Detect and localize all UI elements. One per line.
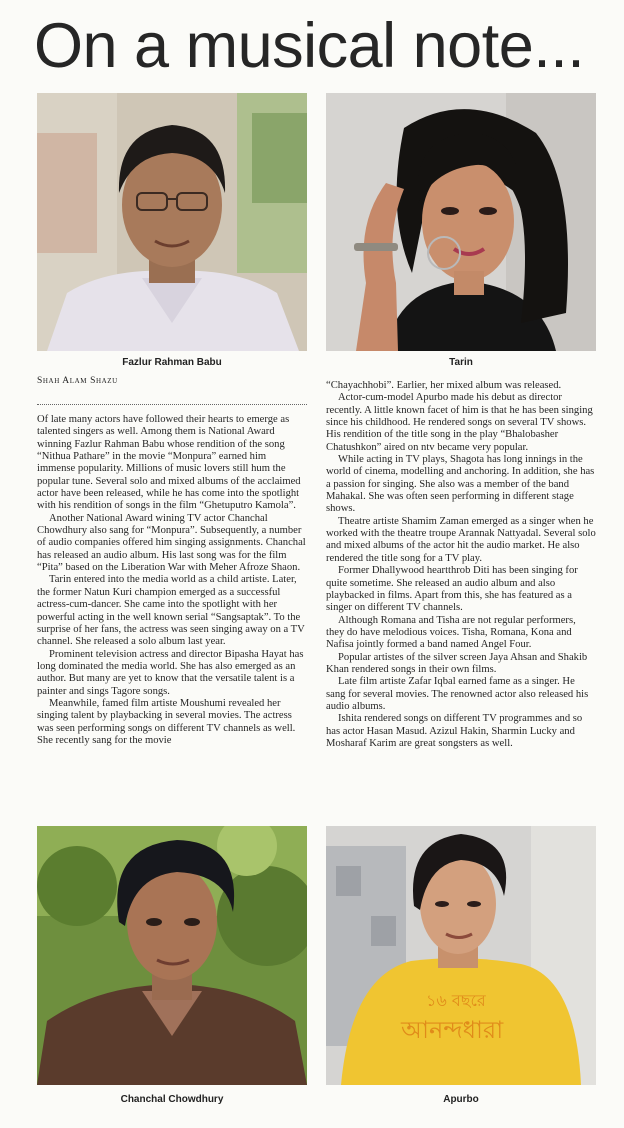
article-paragraph: Of late many actors have followed their hearts to emerge as talented singers as well. Among them is National Award winning Fazlur Rahman Babu whose rendition of the song “Nithua Pathare” in the movie “Monpura” earned him immense popularity. Millions of music lovers still hum the popular tune. Several solo and mixed albums of the acclaimed actor have been released, while he has come into the spotlight with his rendition of songs in the film “Ghetuputro Kamola”.: [37, 414, 301, 512]
photo-apurbo: [326, 826, 596, 1085]
article-paragraph: “Chayachhobi”. Earlier, her mixed album was released.: [326, 380, 562, 391]
article-column-left: [37, 414, 307, 747]
article-column-right: [326, 380, 596, 750]
article-paragraph: Another National Award wining TV actor Chanchal Chowdhury also sang for “Monpura”. Subsequently, a number of audio companies offered him singing assignments. Chanchal has released an audio album. His last song was for the film “Pita” based on the Liberation War with Meher Afroze Shaon.: [37, 512, 306, 574]
photo-chanchal-chowdhury: [37, 826, 307, 1085]
tshirt-print-line1: ১৬ বছরে: [426, 991, 486, 1010]
article-paragraph: Prominent television actress and director Bipasha Hayat has long dominated the media world. She has also emerged as an author. But many are yet to know that the versatile talent is a painter and sings Tagore songs.: [37, 648, 304, 697]
article-paragraph: Meanwhile, famed film artiste Moushumi revealed her singing talent by playbacking in several movies. The actress was seen performing songs on different TV channels as well. She recently sang for the movie: [37, 697, 296, 746]
page-headline: On a musical note...: [34, 11, 585, 81]
article-paragraph: Theatre artiste Shamim Zaman emerged as a singer when he worked with the theatre troupe Arannak Nattyadal. Several solo and mixed albums of the actor hit the audio market. He also rendered the title song for a TV play.: [326, 515, 596, 564]
photo-fazlur-rahman-babu: [37, 93, 307, 351]
article-paragraph: Former Dhallywood heartthrob Diti has been singing for quite sometime. She released an audio album and also playbacked in films. Apart from this, she has featured as a singer on different TV channels.: [326, 565, 578, 614]
article-paragraph: Popular artistes of the silver screen Jaya Ahsan and Shakib Khan rendered songs in their own films.: [326, 651, 588, 675]
caption-tarin: Tarin: [449, 357, 473, 368]
caption-apurbo: Apurbo: [443, 1094, 479, 1105]
tshirt-print-line2: আনন্দধারা: [401, 1016, 504, 1044]
article-paragraph: Actor-cum-model Apurbo made his debut as director recently. A little known facet of him is that he has been singing since his childhood. He rendered songs on several TV shows. His rendition of the title song in the play “Bhalobasher Chatushkon” aired on ntv became very popular.: [326, 392, 593, 453]
photo-tarin: [326, 93, 596, 351]
article-paragraph: Ishita rendered songs on different TV programmes and so has actor Hasan Masud. Azizul Hakin, Sharmin Lucky and Mosharaf Karim are great songsters as well.: [326, 713, 583, 749]
article-paragraph: Tarin entered into the media world as a child artiste. Later, the former Natun Kuri champion emerged as a successful actress-cum-dancer. She came into the spotlight with her powerful acting in the well known serial “Sangsaptak”. To the surprise of her fans, the actress was seen singing away on a TV channel. She released a solo album last year.: [37, 574, 305, 648]
caption-chanchal: Chanchal Chowdhury: [120, 1094, 224, 1105]
article-paragraph: Late film artiste Zafar Iqbal earned fame as a singer. He sang for several movies. The renowned actor also released his audio albums.: [326, 676, 589, 712]
article-paragraph: While acting in TV plays, Shagota has long innings in the world of cinema, modelling and anchoring. In addition, she has a passion for singing. She also was a member of the band Mahakal. She was often seen performing in different stage shows.: [326, 454, 595, 515]
byline-divider: [37, 404, 307, 405]
article-paragraph: Although Romana and Tisha are not regular performers, they do have melodious voices. Tisha, Romana, Kona and Nafisa jointly formed a band named Angel Four.: [326, 614, 576, 651]
byline: Shah Alam Shazu: [37, 376, 118, 386]
caption-babu: Fazlur Rahman Babu: [122, 357, 222, 368]
